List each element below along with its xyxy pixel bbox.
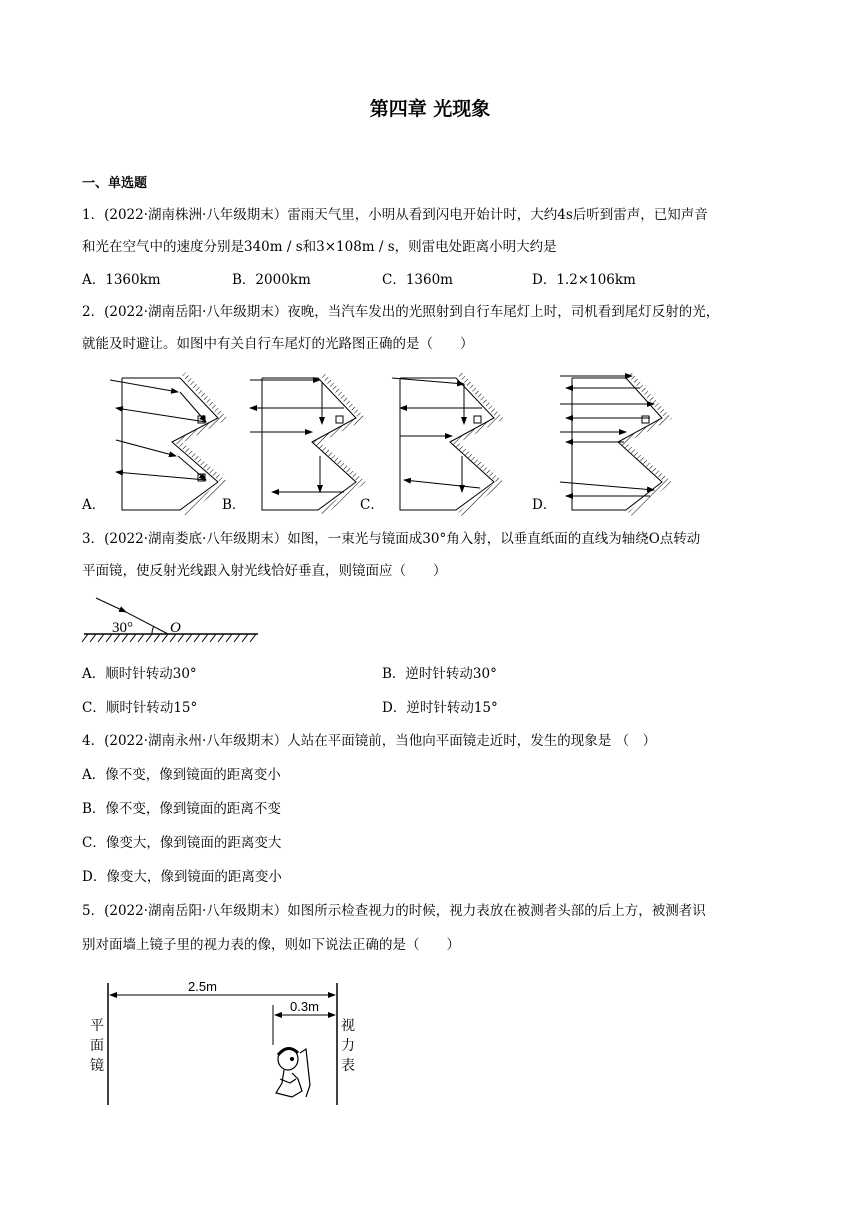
chart-label-1: 视 [341, 1018, 355, 1034]
q2-option-b: B． [222, 497, 246, 513]
q2-figure-b [250, 374, 362, 514]
q4-option-d: D．像变大，像到镜面的距离变小 [82, 869, 282, 885]
q4-option-c: C．像变大，像到镜面的距离变大 [82, 835, 282, 851]
q2-figure-c [392, 374, 500, 514]
q4-option-a: A．像不变，像到镜面的距离变小 [82, 767, 281, 783]
q2-figure-a [110, 374, 224, 514]
q3-text-line1: 3．(2022·湖南娄底·八年级期末）如图，一束光与镜面成30°角入射，以垂直纸面的直线为轴绕O点转动 [82, 531, 701, 547]
q4-text-line1: 4．(2022·湖南永州·八年级期末）人站在平面镜前，当他向平面镜走近时，发生的现象是 （ ） [82, 733, 657, 749]
q5-text-line2: 别对面墙上镜子里的视力表的像，则如下说法正确的是（ ） [82, 937, 460, 953]
q2-option-c: C． [360, 497, 384, 513]
q2-option-d: D． [532, 497, 557, 513]
q3-option-b: B．逆时针转动30° [382, 666, 497, 682]
q2-text-line2: 就能及时避让。如图中有关自行车尾灯的光路图正确的是（ ） [82, 336, 474, 352]
q2-figures [0, 360, 860, 520]
q2-text-line1: 2．(2022·湖南岳阳·八年级期末）夜晚，当汽车发出的光照射到自行车尾灯上时，司机看到尾灯反射的光， [82, 304, 720, 320]
q1-option-c: C．1360m [382, 272, 453, 288]
q2-figure-d [560, 374, 668, 514]
q3-text-line2: 平面镜，使反射光线跟入射光线恰好垂直，则镜面应（ ） [82, 563, 447, 579]
q3-point-label: O [170, 620, 181, 636]
q3-angle-label: 30° [112, 620, 133, 636]
q5-total-distance: 2.5m [188, 979, 217, 994]
q1-text-line2: 和光在空气中的速度分别是340m / s和3×108m / s，则雷电处距离小明大约是 [82, 239, 557, 255]
q1-option-b: B．2000km [232, 272, 311, 288]
q1-option-a: A．1360km [82, 272, 161, 288]
q3-figure [80, 590, 270, 650]
q2-option-a: A． [82, 497, 106, 513]
mirror-label-3: 镜 [90, 1058, 104, 1074]
q1-option-d: D．1.2×106km [532, 272, 636, 288]
page-title: 第四章 光现象 [369, 98, 491, 120]
chart-label-3: 表 [341, 1058, 355, 1074]
q5-figure [80, 975, 380, 1110]
person-figure [276, 1048, 310, 1097]
q3-option-c: C．顺时针转动15° [82, 700, 198, 716]
q5-head-distance: 0.3m [290, 999, 319, 1014]
q3-option-a: A．顺时针转动30° [82, 666, 197, 682]
mirror-label-1: 平 [90, 1018, 104, 1034]
q5-text-line1: 5．(2022·湖南岳阳·八年级期末）如图所示检查视力的时候，视力表放在被测者头部的后上方，被测者识 [82, 903, 706, 919]
q1-text-line1: 1．(2022·湖南株洲·八年级期末）雷雨天气里，小明从看到闪电开始计时，大约4s后听到雷声，已知声音 [82, 207, 708, 223]
q3-option-d: D．逆时针转动15° [382, 700, 498, 716]
chart-label-2: 力 [341, 1038, 355, 1054]
q4-option-b: B．像不变，像到镜面的距离不变 [82, 801, 281, 817]
mirror-label-2: 面 [90, 1038, 104, 1054]
section-heading: 一、单选题 [82, 176, 148, 191]
